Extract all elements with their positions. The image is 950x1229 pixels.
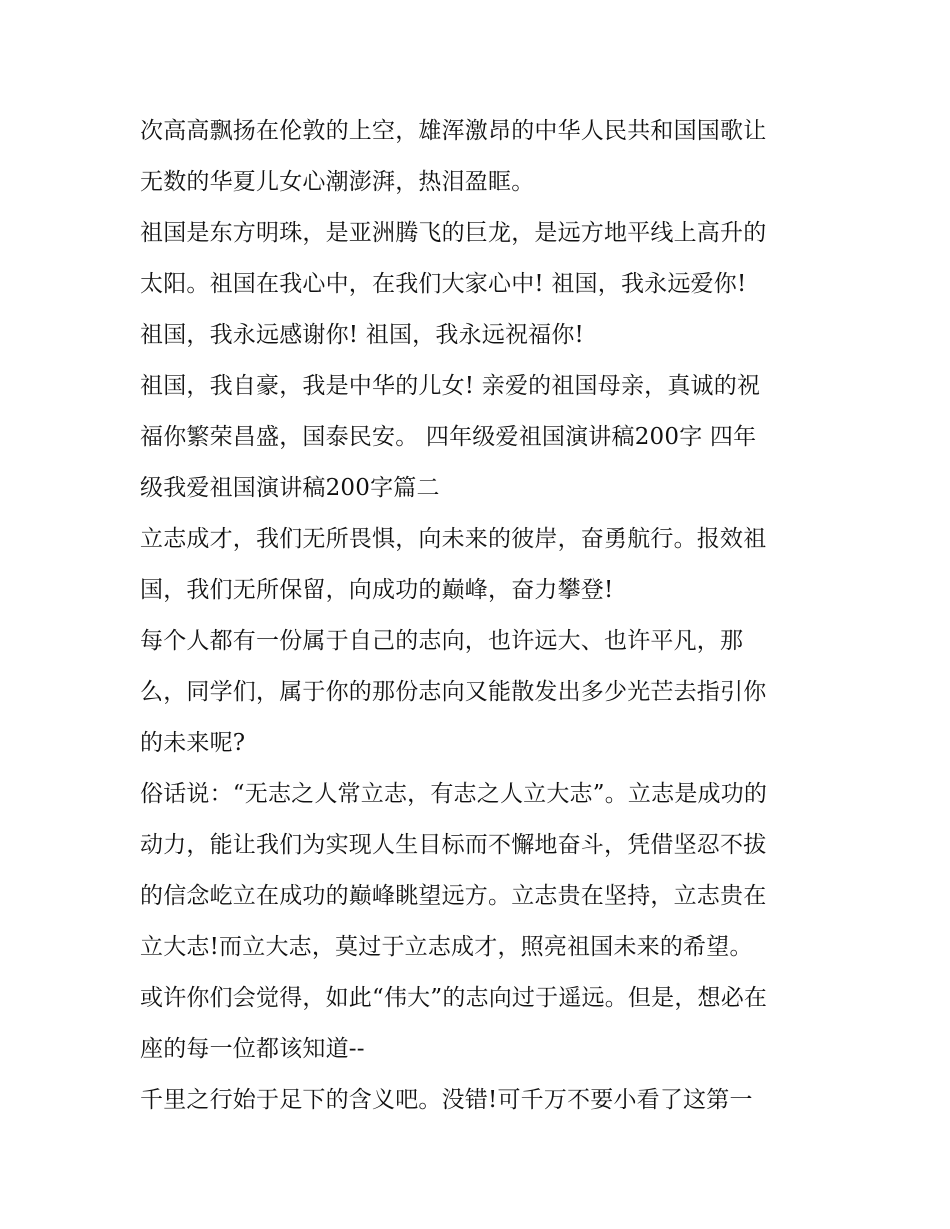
text-line: 次高高飘扬在伦敦的上空，雄浑激昂的中华人民共和国国歌让 [140, 118, 767, 144]
text-line: 级我爱祖国演讲稿200字篇二 [140, 475, 440, 501]
text-line: 福你繁荣昌盛，国泰民安。 四年级爱祖国演讲稿200字 四年 [140, 424, 757, 450]
text-line: 祖国是东方明珠，是亚洲腾飞的巨龙，是远方地平线上高升的 [140, 220, 767, 246]
text-line: 千里之行始于足下的含义吧。没错!可千万不要小看了这第一 [140, 1087, 753, 1113]
text-line: 俗话说：“无志之人常立志，有志之人立大志”。立志是成功的 [140, 781, 768, 807]
document-body [140, 106, 820, 1126]
text-line: 太阳。祖国在我心中，在我们大家心中! 祖国，我永远爱你! [140, 271, 747, 297]
text-line: 的未来呢? [140, 730, 246, 756]
text-line: 祖国，我自豪，我是中华的儿女! 亲爱的祖国母亲，真诚的祝 [140, 373, 761, 399]
text-line: 座的每一位都该知道-- [140, 1036, 365, 1062]
text-line: 每个人都有一份属于自己的志向，也许远大、也许平凡，那 [140, 628, 744, 654]
text-line: 国，我们无所保留，向成功的巅峰，奋力攀登! [140, 577, 614, 603]
text-line: 么，同学们，属于你的那份志向又能散发出多少光芒去指引你 [140, 679, 767, 705]
text-line: 祖国，我永远感谢你! 祖国，我永远祝福你! [140, 322, 584, 348]
text-line: 立大志!而立大志，莫过于立志成才，照亮祖国未来的希望。 [140, 934, 753, 960]
text-line: 的信念屹立在成功的巅峰眺望远方。立志贵在坚持，立志贵在 [140, 883, 767, 909]
text-line: 或许你们会觉得，如此“伟大”的志向过于遥远。但是，想必在 [140, 985, 768, 1011]
text-line: 动力，能让我们为实现人生目标而不懈地奋斗，凭借坚忍不拔 [140, 832, 767, 858]
text-line: 无数的华夏儿女心潮澎湃，热泪盈眶。 [140, 169, 535, 195]
text-line: 立志成才，我们无所畏惧，向未来的彼岸，奋勇航行。报效祖 [140, 526, 767, 552]
